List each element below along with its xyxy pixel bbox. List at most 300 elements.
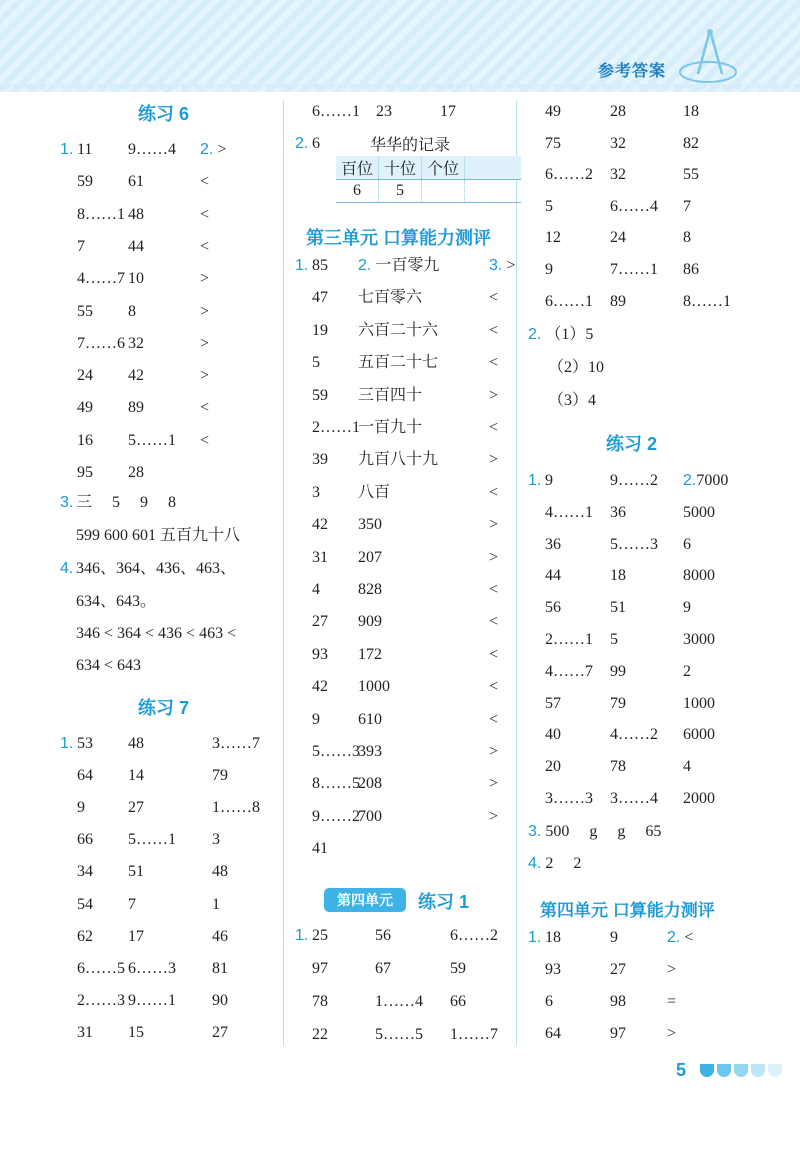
answer-row: [528, 660, 753, 684]
answer-text: 8……1: [77, 206, 125, 223]
answer-text: 53: [77, 735, 93, 752]
answer-row: [295, 416, 520, 440]
answer-row: [528, 628, 753, 652]
answer-row: [76, 654, 276, 678]
answer-row: [295, 924, 520, 948]
answer-text: 14: [128, 767, 144, 784]
decorative-dot: [734, 1064, 748, 1077]
answer-text: 41: [312, 840, 328, 857]
answer-text: 48: [128, 206, 144, 223]
answer-row: [528, 723, 753, 747]
answer-row: [60, 989, 285, 1013]
answer-text: 27: [212, 1024, 228, 1041]
answer-text: >: [489, 549, 499, 566]
answer-row: [60, 203, 285, 227]
answer-text: 51: [128, 863, 144, 880]
answer-text: 44: [545, 567, 561, 584]
answer-row: [60, 957, 285, 981]
answer-text: 五百二十七: [358, 354, 439, 371]
answer-text: 828: [358, 581, 382, 598]
answer-text: 1000: [358, 678, 390, 695]
table-cell: [422, 180, 465, 203]
answer-row: [528, 692, 753, 716]
answer-text: 6000: [683, 726, 715, 743]
answer-text: 6……1: [545, 293, 593, 310]
answer-row: [528, 226, 753, 250]
answer-text: <: [200, 432, 210, 449]
answer-text: 9: [610, 929, 618, 946]
answer-text: 393: [358, 743, 382, 760]
answer-text: <: [489, 419, 499, 436]
answer-text: 48: [128, 735, 144, 752]
answer-text: 1……8: [212, 799, 260, 816]
answer-row: [295, 254, 520, 278]
answer-row: [528, 990, 753, 1014]
answer-text: 40: [545, 726, 561, 743]
answer-text: 18: [683, 103, 699, 120]
answer-text: 8……5: [312, 775, 360, 792]
answer-text: 3. >: [489, 257, 516, 274]
answer-text: 31: [312, 549, 328, 566]
answer-text: 610: [358, 711, 382, 728]
answer-text: 5……3: [312, 743, 360, 760]
answer-row: [295, 675, 520, 699]
answer-text: 3: [212, 831, 220, 848]
answer-row: [528, 100, 753, 124]
answer-text: 32: [610, 135, 626, 152]
answer-text: （2）10: [548, 359, 605, 376]
answer-row: [60, 429, 285, 453]
answer-text: 3……7: [212, 735, 260, 752]
answer-text: 61: [128, 173, 144, 190]
answer-text: >: [200, 303, 210, 320]
answer-text: 19: [312, 322, 328, 339]
answer-text: 3. 500 g g 65: [528, 823, 662, 840]
compass-icon: [676, 26, 740, 86]
table-spacer: [465, 156, 522, 180]
answer-row: [528, 1022, 753, 1046]
answer-text: 66: [77, 831, 93, 848]
answer-row: [295, 578, 520, 602]
answer-row: [528, 533, 753, 557]
answer-text: 6……4: [610, 198, 658, 215]
answer-text: 七百零六: [358, 289, 423, 306]
answer-row: [60, 557, 280, 581]
answer-text: <: [489, 484, 499, 501]
answer-row: [60, 235, 285, 259]
answer-text: 9: [312, 711, 320, 728]
answer-text: 8000: [683, 567, 715, 584]
answer-row: [295, 319, 520, 343]
answer-text: 82: [683, 135, 699, 152]
answer-row: [295, 610, 520, 634]
answer-row: [528, 596, 753, 620]
answer-text: >: [489, 743, 499, 760]
decorative-dot: [751, 1064, 765, 1077]
answer-text: 11: [77, 141, 93, 158]
answer-text: 9……4: [128, 141, 176, 158]
question-number: 1.: [295, 257, 309, 274]
answer-text: 78: [610, 758, 626, 775]
unit-badge: 第四单元: [324, 888, 406, 912]
answer-text: 46: [212, 928, 228, 945]
answer-text: 79: [212, 767, 228, 784]
answer-text: 2: [683, 663, 691, 680]
answer-text: >: [200, 335, 210, 352]
section-heading: 第三单元 口算能力测评: [306, 228, 491, 248]
answer-text: 59: [450, 960, 466, 977]
section-heading: 练习 1: [418, 892, 470, 912]
answer-text: 9……1: [128, 992, 176, 1009]
table-header: 十位: [379, 156, 422, 180]
answer-text: （3）4: [548, 392, 597, 409]
answer-row: [295, 957, 520, 981]
answer-text: 9: [683, 599, 691, 616]
answer-text: 59: [77, 173, 93, 190]
answer-text: 36: [545, 536, 561, 553]
answer-text: 55: [683, 166, 699, 183]
answer-text: 7: [77, 238, 85, 255]
answer-text: 700: [358, 808, 382, 825]
answer-text: 4: [312, 581, 320, 598]
answer-text: 5……1: [128, 432, 176, 449]
answer-text: 27: [128, 799, 144, 816]
table-header: 个位: [422, 156, 465, 180]
answer-text: 49: [545, 103, 561, 120]
answer-text: 2……1: [545, 631, 593, 648]
answer-row: [295, 513, 520, 537]
answer-text: 9: [545, 261, 553, 278]
question-number: 1.: [60, 141, 74, 158]
answer-row: [528, 958, 753, 982]
record-title: 华华的记录: [370, 137, 451, 154]
answer-text: 25: [312, 927, 328, 944]
answer-text: 5000: [683, 504, 715, 521]
answer-text: 7……1: [610, 261, 658, 278]
answer-row: [60, 764, 285, 788]
answer-text: 51: [610, 599, 626, 616]
answer-text: 8: [128, 303, 136, 320]
answer-text: 98: [610, 993, 626, 1010]
answer-text: 4……7: [77, 270, 125, 287]
answer-row: [528, 755, 753, 779]
answer-row: [60, 893, 285, 917]
answer-text: 9……2: [312, 808, 360, 825]
answer-text: 12: [545, 229, 561, 246]
answer-text: 54: [77, 896, 93, 913]
answer-row: [528, 323, 728, 347]
answer-text: <: [489, 646, 499, 663]
answer-text: 90: [212, 992, 228, 1009]
answer-text: 17: [128, 928, 144, 945]
question-number: 1.: [528, 929, 542, 946]
answer-text: 62: [77, 928, 93, 945]
answer-text: 23: [376, 103, 392, 120]
answer-row: [528, 820, 768, 844]
answer-text: 2. <: [667, 929, 694, 946]
answer-row: [76, 524, 281, 548]
table-spacer: [465, 180, 522, 203]
answer-text: 18: [610, 567, 626, 584]
question-number: 2.: [295, 135, 309, 152]
answer-text: 89: [128, 399, 144, 416]
answer-text: <: [200, 399, 210, 416]
answer-text: 9: [77, 799, 85, 816]
answer-text: >: [489, 775, 499, 792]
answer-text: 6: [312, 135, 320, 152]
answer-text: 31: [77, 1024, 93, 1041]
answer-text: 36: [610, 504, 626, 521]
answer-text: >: [667, 1025, 677, 1042]
answer-row: [60, 364, 285, 388]
answer-text: 59: [312, 387, 328, 404]
answer-text: 28: [610, 103, 626, 120]
answer-text: 44: [128, 238, 144, 255]
answer-text: 97: [610, 1025, 626, 1042]
answer-text: 42: [128, 367, 144, 384]
answer-text: 78: [312, 993, 328, 1010]
table-header: 百位: [336, 156, 379, 180]
answer-text: 49: [77, 399, 93, 416]
answer-text: 39: [312, 451, 328, 468]
answer-row: [528, 290, 753, 314]
answer-row: [295, 990, 520, 1014]
question-number: 1.: [528, 472, 542, 489]
place-value-table: [336, 156, 521, 203]
answer-text: 6……2: [450, 927, 498, 944]
answer-text: 5……3: [610, 536, 658, 553]
answer-text: 1: [212, 896, 220, 913]
answer-text: 3……4: [610, 790, 658, 807]
answer-text: 2……3: [77, 992, 125, 1009]
answer-row: [528, 258, 753, 282]
answer-row: [295, 805, 520, 829]
answer-row: [60, 796, 285, 820]
answer-text: 6: [545, 993, 553, 1010]
answer-text: 57: [545, 695, 561, 712]
answer-row: [295, 837, 520, 861]
answer-text: 32: [128, 335, 144, 352]
answer-text: 93: [312, 646, 328, 663]
answer-text: 95: [77, 464, 93, 481]
section-heading: 第四单元 口算能力测评: [540, 901, 715, 920]
answer-text: 6……3: [128, 960, 176, 977]
answer-row: [295, 481, 520, 505]
answer-row: [528, 132, 753, 156]
answer-text: <: [200, 206, 210, 223]
answer-row: [60, 828, 285, 852]
answer-row: [60, 732, 285, 756]
answer-text: 5: [545, 198, 553, 215]
answer-text: 三 5 9 8: [76, 494, 177, 511]
section-heading: 练习 7: [138, 698, 190, 718]
answer-text: 208: [358, 775, 382, 792]
answer-text: 9……2: [610, 472, 658, 489]
answer-text: 4……7: [545, 663, 593, 680]
answer-row: [528, 195, 753, 219]
answer-row: [548, 389, 728, 413]
answer-text: 20: [545, 758, 561, 775]
answer-text: 48: [212, 863, 228, 880]
answer-text: 207: [358, 549, 382, 566]
answer-key-title: 参考答案: [598, 63, 667, 80]
decorative-dot: [717, 1064, 731, 1077]
answer-text: 27: [312, 613, 328, 630]
answer-text: 64: [545, 1025, 561, 1042]
answer-row: [60, 332, 285, 356]
answer-text: 18: [545, 929, 561, 946]
answer-text: 56: [545, 599, 561, 616]
answer-text: 2……1: [312, 419, 360, 436]
answer-row: [60, 138, 285, 162]
answer-row: [60, 461, 285, 485]
answer-row: [60, 1021, 285, 1045]
answer-text: >: [200, 270, 210, 287]
answer-text: 67: [375, 960, 391, 977]
answer-text: 634、643。: [76, 593, 157, 610]
answer-text: 六百二十六: [358, 322, 439, 339]
answer-row: [60, 860, 285, 884]
answer-text: 三百四十: [358, 387, 423, 404]
answer-row: [60, 925, 285, 949]
answer-text: 9: [545, 472, 553, 489]
answer-row: [60, 267, 285, 291]
question-number: 1.: [295, 927, 309, 944]
answer-row: [295, 740, 520, 764]
answer-row: [60, 170, 285, 194]
answer-text: 346、364、436、463、: [76, 560, 237, 577]
answer-row: [76, 590, 276, 614]
answer-text: 5: [610, 631, 618, 648]
answer-text: <: [489, 711, 499, 728]
answer-text: 8……1: [683, 293, 731, 310]
answer-text: 八百: [358, 484, 391, 501]
answer-row: [295, 1023, 520, 1047]
answer-text: <: [489, 354, 499, 371]
table-cell: 5: [379, 180, 422, 203]
answer-text: 2. >: [200, 141, 227, 158]
answer-text: 5……1: [128, 831, 176, 848]
answer-text: 1……7: [450, 1026, 498, 1043]
answer-text: 7: [128, 896, 136, 913]
answer-row: [295, 772, 520, 796]
answer-row: [295, 643, 520, 667]
answer-text: 3000: [683, 631, 715, 648]
decorative-dot: [768, 1064, 782, 1077]
answer-text: 32: [610, 166, 626, 183]
answer-text: 5……5: [375, 1026, 423, 1043]
answer-text: 6……2: [545, 166, 593, 183]
answer-text: 22: [312, 1026, 328, 1043]
answer-text: <: [489, 581, 499, 598]
answer-text: 86: [683, 261, 699, 278]
answer-text: 4……1: [545, 504, 593, 521]
decorative-dot: [700, 1064, 714, 1077]
answer-text: 85: [312, 257, 328, 274]
answer-text: 1000: [683, 695, 715, 712]
page-number: 5: [676, 1060, 687, 1080]
answer-text: 4……2: [610, 726, 658, 743]
answer-text: <: [489, 289, 499, 306]
answer-text: 6……1: [312, 103, 360, 120]
answer-text: 79: [610, 695, 626, 712]
answer-text: 172: [358, 646, 382, 663]
answer-text: 66: [450, 993, 466, 1010]
answer-text: <: [200, 238, 210, 255]
answer-row: [60, 491, 280, 515]
answer-row: [295, 286, 520, 310]
answer-row: [528, 852, 768, 876]
answer-text: 47: [312, 289, 328, 306]
answer-text: 99: [610, 663, 626, 680]
answer-row: [295, 546, 520, 570]
answer-text: 7……6: [77, 335, 125, 352]
answer-text: >: [200, 367, 210, 384]
answer-text: 6……5: [77, 960, 125, 977]
answer-text: 5: [312, 354, 320, 371]
answer-row: [60, 300, 285, 324]
answer-text: 2000: [683, 790, 715, 807]
answer-row: [548, 356, 728, 380]
answer-text: 一百九十: [358, 419, 423, 436]
answer-text: 3: [312, 484, 320, 501]
answer-text: 599 600 601 五百九十八: [76, 527, 241, 544]
answer-row: [528, 787, 753, 811]
answer-text: 81: [212, 960, 228, 977]
answer-text: 42: [312, 678, 328, 695]
answer-text: 55: [77, 303, 93, 320]
question-number: 1.: [60, 735, 74, 752]
answer-text: 3……3: [545, 790, 593, 807]
answer-text: 1……4: [375, 993, 423, 1010]
answer-text: >: [667, 961, 677, 978]
answer-row: [528, 469, 753, 493]
answer-row: [528, 501, 753, 525]
answer-text: 4. 2 2: [528, 855, 582, 872]
answer-text: 634 < 643: [76, 657, 142, 674]
answer-text: 64: [77, 767, 93, 784]
answer-row: [295, 448, 520, 472]
answer-row: [60, 396, 285, 420]
answer-text: 75: [545, 135, 561, 152]
answer-row: [528, 564, 753, 588]
answer-text: <: [489, 613, 499, 630]
answer-text: 10: [128, 270, 144, 287]
answer-row: [528, 926, 753, 950]
answer-text: 4: [683, 758, 691, 775]
answer-text: <: [200, 173, 210, 190]
answer-text: 28: [128, 464, 144, 481]
column-divider: [516, 100, 517, 1045]
answer-text: 346 < 364 < 436 < 463 <: [76, 625, 237, 642]
answer-text: 909: [358, 613, 382, 630]
answer-row: [295, 351, 520, 375]
answer-row: [295, 132, 335, 156]
answer-text: 56: [375, 927, 391, 944]
answer-text: >: [489, 451, 499, 468]
question-number: 4.: [60, 560, 74, 577]
section-heading: 练习 6: [138, 104, 190, 124]
answer-text: 7: [683, 198, 691, 215]
answer-row: [312, 100, 512, 124]
answer-text: =: [667, 993, 677, 1010]
answer-text: 27: [610, 961, 626, 978]
answer-row: [295, 384, 520, 408]
answer-text: 九百八十九: [358, 451, 439, 468]
answer-text: 2. （1）5: [528, 326, 594, 343]
answer-text: 34: [77, 863, 93, 880]
answer-text: 24: [77, 367, 93, 384]
